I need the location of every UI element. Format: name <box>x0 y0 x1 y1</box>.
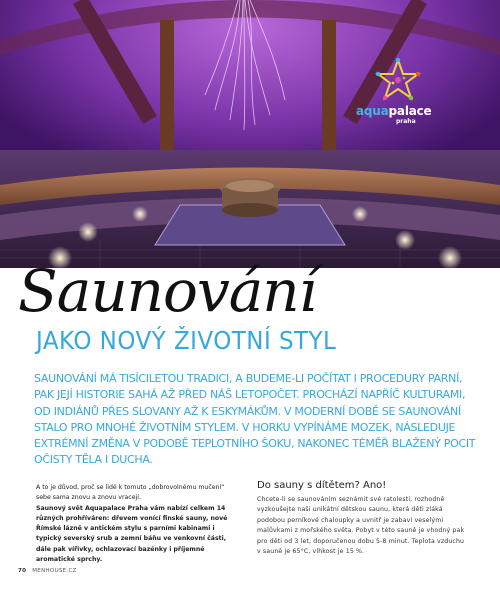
right-paragraph: Chcete-li se saunováním seznámit své ratolesti, rozhodně vyzkoušejte naši unikátní dětskou saunu, která děti zláká podobou perníkové chaloupky a uvnitř je zabaví veselými malůvkami z mořského světa. Pobyt v této sauně je vhodný pak pro děti od 3 let, doporučenou dobu 5-8 minut. Teplota vzduchu v sauně je 65°C, vlhkost je 15 %. <box>257 496 465 556</box>
right-column <box>257 480 465 557</box>
logo-sub: praha <box>396 118 416 125</box>
sauna-scene <box>0 0 500 268</box>
left-column <box>36 483 240 565</box>
sauna-photo <box>0 0 500 268</box>
logo-word-aqua: aqua <box>356 104 389 118</box>
page-number: 70 <box>18 568 27 574</box>
left-paragraph-1: A to je důvod, proč se lidé k tomuto „dobrovolnému mučení“ sebe sama znovu a znovu vracejí. <box>36 484 225 502</box>
left-paragraph-2: Saunový svět Aquapalace Praha vám nabízí celkem 14 různých prohříváren: dřevem vonící finské sauny, nové Římské lázně v antickém stylu s parními kabinami i typický severský srub a zemní báňu ve venkovní části, dále pak vířivky, ochlazovací bazénky i příjemné aromatické sprchy. <box>36 504 228 564</box>
site-name: MENHOUSE.CZ <box>32 568 77 574</box>
article-lead: SAUNOVÁNÍ MÁ TISÍCILETOU TRADICI, A BUDEME-LI POČÍTAT I PROCEDURY PARNÍ, PAK JEJÍ HISTORIE SAHÁ AŽ PŘED NÁŠ LETOPOČET. PROCHÁZÍ NAPŘÍČ KULTURAMI, OD INDIÁNŮ PŘES SLOVANY AŽ K ESKYMÁKŮM. V MODERNÍ DOBĚ SE SAUNOVÁNÍ STALO PRO MNOHÉ ŽIVOTNÍM STYLEM. V HORKU VYPÍNÁME MOZEK, NÁSLEDUJE EXTRÉMNÍ ZMĚNA V PODOBĚ TEPLOTNÍHO ŠOKU, NAKONEC TÉMĚŘ BLAŽENÝ POCIT OČISTY TĚLA I DUCHA. <box>34 372 476 467</box>
right-heading: Do sauny s dítětem? Ano! <box>257 480 387 491</box>
article-subtitle: JAKO NOVÝ ŽIVOTNÍ STYL <box>36 326 337 355</box>
logo-wordmark <box>356 104 431 118</box>
logo-word-palace: palace <box>388 104 432 118</box>
page-footer <box>18 568 77 574</box>
article-title: Saunování <box>18 257 317 325</box>
